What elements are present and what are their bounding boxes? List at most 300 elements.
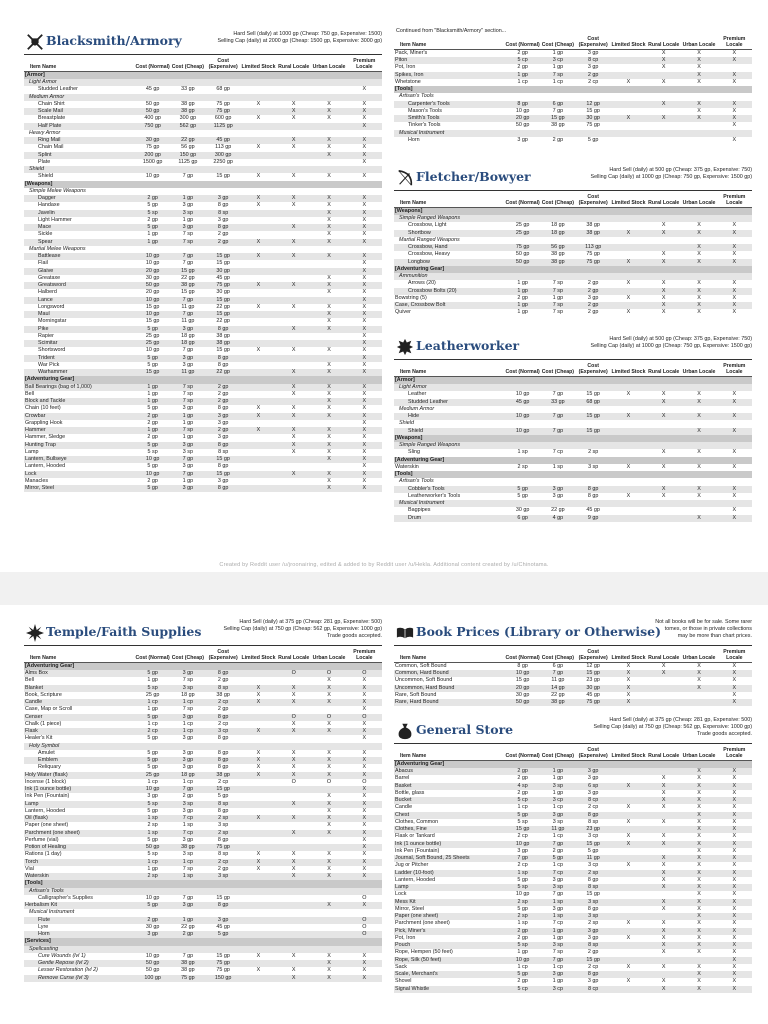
cell: X bbox=[311, 830, 346, 837]
cell: X bbox=[311, 764, 346, 771]
cell: 1 cp bbox=[540, 833, 575, 840]
cell: 10 gp bbox=[505, 670, 540, 677]
cell: 3 gp bbox=[576, 64, 611, 71]
cell: 5 gp bbox=[135, 735, 170, 742]
cell: X bbox=[347, 231, 382, 238]
subcategory-row: Simple Melee Weapons bbox=[24, 188, 382, 195]
column-header: Limited Stock bbox=[241, 58, 276, 71]
cell: X bbox=[646, 464, 681, 471]
cell: 8 cp bbox=[576, 986, 611, 993]
cell: 75 gp bbox=[135, 144, 170, 151]
price-table bbox=[24, 649, 382, 982]
table-row bbox=[24, 173, 382, 180]
cell: 38 gp bbox=[170, 108, 205, 115]
cell: 2 cp bbox=[135, 728, 170, 735]
cell: 1 gp bbox=[135, 427, 170, 434]
cell: X bbox=[347, 859, 382, 866]
cell bbox=[276, 478, 311, 485]
category-row: [Armor] bbox=[24, 71, 382, 79]
cell: 8 gp bbox=[206, 362, 241, 369]
cell: 15 gp bbox=[505, 677, 540, 684]
item-name: Bell bbox=[24, 677, 135, 684]
cell: 25 gp bbox=[135, 772, 170, 779]
table-row bbox=[24, 924, 382, 931]
cell bbox=[311, 297, 346, 304]
section-title: Temple/Faith Supplies bbox=[46, 624, 202, 639]
cell: 3 gp bbox=[540, 493, 575, 500]
section-note: Hard Sell (daily) at 500 gp (Cheap: 375 gp, Expensive: 750) Selling Cap (daily) at 1000 gp (Cheap: 750 gp, Expensive: 1500 gp) bbox=[590, 167, 752, 181]
cell: X bbox=[347, 101, 382, 108]
item-name: Hide bbox=[394, 413, 505, 420]
cell: X bbox=[717, 906, 752, 913]
table-row bbox=[24, 764, 382, 771]
cell: 2 cp bbox=[505, 833, 540, 840]
cell: X bbox=[681, 115, 716, 122]
cell: X bbox=[347, 355, 382, 362]
cell: X bbox=[646, 862, 681, 869]
section-note: Hard Sell (daily) at 500 gp (Cheap: 375 gp, Expensive: 750) Selling Cap (daily) at 1000 gp (Cheap: 750 gp, Expensive: 1500 gp) bbox=[590, 336, 752, 350]
cell: X bbox=[241, 282, 276, 289]
table-row bbox=[24, 152, 382, 159]
cell: X bbox=[646, 64, 681, 71]
crossed-swords-shield-icon bbox=[26, 33, 44, 51]
cell: X bbox=[611, 464, 646, 471]
cell bbox=[611, 222, 646, 229]
cell: 18 gp bbox=[540, 230, 575, 237]
column-header: Cost (Expensive) bbox=[206, 649, 241, 662]
cell: 3 gp bbox=[206, 195, 241, 202]
table-row bbox=[24, 677, 382, 684]
column-header: Cost (Normal) bbox=[135, 649, 170, 662]
cell: X bbox=[681, 662, 716, 670]
cell: X bbox=[347, 152, 382, 159]
cell bbox=[311, 917, 346, 924]
cell: 3 gp bbox=[170, 355, 205, 362]
table-row bbox=[394, 230, 752, 237]
cell: X bbox=[681, 391, 716, 398]
cell bbox=[646, 768, 681, 775]
table-row bbox=[24, 808, 382, 815]
cell bbox=[311, 786, 346, 793]
item-name: Splint bbox=[24, 152, 135, 159]
cell: X bbox=[347, 268, 382, 275]
table-row bbox=[394, 949, 752, 956]
table-row bbox=[24, 282, 382, 289]
cell: 2 cp bbox=[576, 804, 611, 811]
table-row bbox=[24, 333, 382, 340]
table-row bbox=[24, 866, 382, 873]
cell: 3 gp bbox=[540, 877, 575, 884]
cell: 22 gp bbox=[540, 692, 575, 699]
cell: X bbox=[717, 986, 752, 993]
cell: X bbox=[347, 239, 382, 246]
cell: 1 gp bbox=[540, 978, 575, 985]
cell: 8 gp bbox=[206, 808, 241, 815]
cell: X bbox=[717, 493, 752, 500]
cell: 2 sp bbox=[206, 815, 241, 822]
credit-line: Created by Reddit user /u/jroonairing, edited & added to by Reddit user /u/Hekla. Additional content created by /u/Chinotama. bbox=[219, 562, 549, 568]
cell: X bbox=[311, 326, 346, 333]
cell: 18 gp bbox=[170, 692, 205, 699]
cell: 7 sp bbox=[170, 239, 205, 246]
section-note: Hard Sell (daily) at 1000 gp (Cheap: 750 gp, Expensive: 1500) Selling Cap (daily) at 2000 gp (Cheap: 1500 gp, Expensive: 3000 gp) bbox=[217, 31, 382, 45]
cell: 2 sp bbox=[505, 913, 540, 920]
cell: X bbox=[717, 877, 752, 884]
cell: 20 gp bbox=[135, 268, 170, 275]
table-row bbox=[394, 804, 752, 811]
column-header: Premium Locale bbox=[717, 194, 752, 207]
cell: X bbox=[311, 728, 346, 735]
cell: X bbox=[646, 309, 681, 316]
cell: X bbox=[681, 428, 716, 435]
cell: X bbox=[311, 434, 346, 441]
cell: 22 gp bbox=[206, 318, 241, 325]
cell bbox=[311, 268, 346, 275]
table-row bbox=[394, 391, 752, 398]
table-row bbox=[394, 670, 752, 677]
cell: 5 gp bbox=[135, 362, 170, 369]
cell: 3 gp bbox=[576, 978, 611, 985]
cell bbox=[241, 779, 276, 786]
cell: X bbox=[646, 251, 681, 258]
cell: 7 gp bbox=[170, 895, 205, 902]
cell bbox=[241, 362, 276, 369]
cell: X bbox=[241, 699, 276, 706]
cell: 3 gp bbox=[576, 775, 611, 782]
cell: 7 gp bbox=[540, 670, 575, 677]
cell: 1 sp bbox=[505, 870, 540, 877]
cell: X bbox=[347, 851, 382, 858]
cell bbox=[276, 268, 311, 275]
cell: 5 sp bbox=[505, 819, 540, 826]
cell bbox=[276, 210, 311, 217]
cell: O bbox=[311, 779, 346, 786]
cell bbox=[646, 685, 681, 692]
cell: 5 gp bbox=[540, 855, 575, 862]
cell bbox=[646, 848, 681, 855]
cell bbox=[276, 463, 311, 470]
table-row bbox=[24, 144, 382, 151]
cell: 75 gp bbox=[206, 108, 241, 115]
item-name: Hammer bbox=[24, 427, 135, 434]
cell: X bbox=[347, 123, 382, 130]
cell: X bbox=[241, 851, 276, 858]
cell bbox=[646, 677, 681, 684]
cell: 15 gp bbox=[576, 428, 611, 435]
cell: 1 cp bbox=[170, 779, 205, 786]
cell: 1 cp bbox=[540, 804, 575, 811]
table-row bbox=[394, 295, 752, 302]
cell: X bbox=[276, 144, 311, 151]
cell: 8 gp bbox=[576, 493, 611, 500]
table-row bbox=[24, 801, 382, 808]
column-header: Limited Stock bbox=[611, 194, 646, 207]
table-row bbox=[24, 975, 382, 982]
cell: X bbox=[311, 108, 346, 115]
cell: 45 gp bbox=[206, 924, 241, 931]
cell: X bbox=[311, 210, 346, 217]
cell: 50 gp bbox=[135, 844, 170, 851]
subcategory-row: Musical Instrument bbox=[394, 130, 752, 137]
column-header: Urban Locale bbox=[681, 194, 716, 207]
column-header: Rural Locale bbox=[646, 747, 681, 760]
cell: X bbox=[681, 906, 716, 913]
cell: 3 gp bbox=[170, 326, 205, 333]
table-row bbox=[24, 837, 382, 844]
cell: X bbox=[717, 391, 752, 398]
cell: 2 gp bbox=[505, 790, 540, 797]
column-header: Item Name bbox=[394, 363, 505, 376]
cell: X bbox=[347, 275, 382, 282]
cell: X bbox=[347, 822, 382, 829]
cell: 15 gp bbox=[206, 260, 241, 267]
cell: X bbox=[347, 420, 382, 427]
cell: X bbox=[717, 692, 752, 699]
cell: 30 gp bbox=[135, 275, 170, 282]
item-name: Lantern, Hooded bbox=[24, 463, 135, 470]
cell: X bbox=[681, 899, 716, 906]
item-name: Perfume (vial) bbox=[24, 837, 135, 844]
item-name: Greatsword bbox=[24, 282, 135, 289]
cell bbox=[611, 957, 646, 964]
cell: X bbox=[717, 812, 752, 819]
cell bbox=[241, 333, 276, 340]
table-row bbox=[24, 405, 382, 412]
cell: 22 gp bbox=[206, 369, 241, 376]
column-header: Cost (Cheap) bbox=[540, 36, 575, 49]
cell: X bbox=[681, 108, 716, 115]
cell: 15 gp bbox=[206, 786, 241, 793]
cell: X bbox=[347, 311, 382, 318]
item-name: Ink Pen (Fountain) bbox=[394, 848, 505, 855]
cell bbox=[241, 86, 276, 93]
cell: X bbox=[276, 384, 311, 391]
cell: X bbox=[347, 463, 382, 470]
cell: X bbox=[646, 928, 681, 935]
cell: X bbox=[646, 486, 681, 493]
cell: X bbox=[646, 493, 681, 500]
cell: X bbox=[347, 304, 382, 311]
cell: X bbox=[311, 413, 346, 420]
table-row bbox=[24, 297, 382, 304]
cell: X bbox=[347, 837, 382, 844]
table-row bbox=[394, 783, 752, 790]
column-header: Limited Stock bbox=[611, 747, 646, 760]
cell: 75 gp bbox=[206, 101, 241, 108]
cell: 38 gp bbox=[206, 340, 241, 347]
cell bbox=[611, 870, 646, 877]
cell: 5 gp bbox=[135, 355, 170, 362]
cell: 1 cp bbox=[135, 779, 170, 786]
item-name: Quiver bbox=[394, 309, 505, 316]
cell bbox=[241, 231, 276, 238]
item-name: Calligrapher's Supplies bbox=[24, 895, 135, 902]
cell: 3 gp bbox=[576, 49, 611, 57]
cell: X bbox=[311, 115, 346, 122]
cell: 38 gp bbox=[576, 222, 611, 229]
cell: 3 sp bbox=[170, 801, 205, 808]
cell: 1 gp bbox=[170, 434, 205, 441]
item-name: Paper (one sheet) bbox=[24, 822, 135, 829]
cell: X bbox=[681, 677, 716, 684]
item-name: Crowbar bbox=[24, 413, 135, 420]
cell: X bbox=[311, 304, 346, 311]
cell bbox=[276, 420, 311, 427]
item-name: Maul bbox=[24, 311, 135, 318]
cell: 1 gp bbox=[170, 217, 205, 224]
cell: X bbox=[347, 685, 382, 692]
table-row bbox=[394, 49, 752, 57]
column-header: Cost (Expensive) bbox=[576, 36, 611, 49]
cell bbox=[611, 428, 646, 435]
item-name: Arrows (20) bbox=[394, 280, 505, 287]
cell: 8 gp bbox=[576, 877, 611, 884]
item-name: Case, Crossbow Bolt bbox=[394, 302, 505, 309]
cell: X bbox=[311, 152, 346, 159]
cell: 7 gp bbox=[540, 413, 575, 420]
cell bbox=[241, 786, 276, 793]
cell bbox=[241, 830, 276, 837]
cell: 5 gp bbox=[505, 971, 540, 978]
cell: 15 gp bbox=[576, 391, 611, 398]
cell: X bbox=[646, 804, 681, 811]
cell: 75 gp bbox=[170, 975, 205, 982]
cell: 3 sp bbox=[576, 913, 611, 920]
cell: 10 gp bbox=[505, 413, 540, 420]
table-row bbox=[24, 478, 382, 485]
cell: X bbox=[347, 830, 382, 837]
cell: 3 gp bbox=[576, 935, 611, 942]
leatherworker-section bbox=[394, 333, 752, 522]
cell: 2 cp bbox=[206, 779, 241, 786]
page-gap bbox=[0, 572, 768, 605]
cell: X bbox=[681, 949, 716, 956]
cell: 3 gp bbox=[170, 485, 205, 492]
cell: X bbox=[347, 750, 382, 757]
item-name: Mess Kit bbox=[394, 899, 505, 906]
cell: X bbox=[311, 224, 346, 231]
item-name: Mace bbox=[24, 224, 135, 231]
column-header: Cost (Normal) bbox=[505, 649, 540, 662]
cell: X bbox=[276, 253, 311, 260]
cell: 5 gp bbox=[135, 202, 170, 209]
table-row bbox=[24, 815, 382, 822]
item-name: Rope, Hempen (50 feet) bbox=[394, 949, 505, 956]
cell: 38 gp bbox=[540, 251, 575, 258]
cell: 8 gp bbox=[505, 662, 540, 670]
cell: 3 gp bbox=[170, 670, 205, 677]
cell bbox=[646, 957, 681, 964]
cell: 7 sp bbox=[170, 384, 205, 391]
cell: X bbox=[717, 855, 752, 862]
cell: 8 cp bbox=[576, 57, 611, 64]
cell: X bbox=[611, 230, 646, 237]
cell: 2 gp bbox=[576, 309, 611, 316]
cell: 2 gp bbox=[505, 49, 540, 57]
table-row bbox=[24, 670, 382, 677]
item-name: Chain (10 feet) bbox=[24, 405, 135, 412]
item-name: Shield bbox=[24, 173, 135, 180]
item-name: Flute bbox=[24, 917, 135, 924]
cell: X bbox=[717, 288, 752, 295]
cell: 9 gp bbox=[576, 515, 611, 522]
cell: 100 gp bbox=[135, 975, 170, 982]
cell: X bbox=[646, 222, 681, 229]
cell: X bbox=[276, 173, 311, 180]
cell bbox=[241, 384, 276, 391]
cell: 2 gp bbox=[206, 384, 241, 391]
cell: X bbox=[276, 471, 311, 478]
cell: 15 gp bbox=[206, 953, 241, 960]
cell: 1 cp bbox=[135, 699, 170, 706]
table-row bbox=[24, 844, 382, 851]
item-name: Greataxe bbox=[24, 275, 135, 282]
cell: X bbox=[646, 819, 681, 826]
table-row bbox=[24, 115, 382, 122]
cell: X bbox=[611, 935, 646, 942]
cell bbox=[276, 297, 311, 304]
cell: 3 gp bbox=[540, 486, 575, 493]
cell: 8 gp bbox=[206, 764, 241, 771]
item-name: Smith's Tools bbox=[394, 115, 505, 122]
cell bbox=[646, 72, 681, 79]
cell: 23 gp bbox=[576, 677, 611, 684]
cell: X bbox=[241, 347, 276, 354]
cell bbox=[241, 931, 276, 938]
cell: 1 gp bbox=[540, 295, 575, 302]
column-header: Premium Locale bbox=[347, 58, 382, 71]
cell: X bbox=[241, 815, 276, 822]
cell: 2 sp bbox=[576, 920, 611, 927]
cell: 50 gp bbox=[135, 101, 170, 108]
cell: X bbox=[681, 768, 716, 775]
cell: 4 gp bbox=[540, 515, 575, 522]
cell: 12 gp bbox=[576, 101, 611, 108]
table-row bbox=[394, 413, 752, 420]
cell: X bbox=[717, 295, 752, 302]
item-name: Scale Mail bbox=[24, 108, 135, 115]
cell bbox=[241, 318, 276, 325]
cell: X bbox=[347, 772, 382, 779]
cell: 15 gp bbox=[135, 304, 170, 311]
cell: X bbox=[311, 405, 346, 412]
cell: O bbox=[276, 670, 311, 677]
cell: O bbox=[347, 895, 382, 902]
cell: 2 sp bbox=[505, 464, 540, 471]
table-row bbox=[24, 463, 382, 470]
subcategory-row: Artisan's Tools bbox=[394, 478, 752, 485]
item-name: Lesser Restoration (lvl 2) bbox=[24, 967, 135, 974]
column-header: Item Name bbox=[24, 58, 135, 71]
cell: X bbox=[681, 920, 716, 927]
cell: 2 sp bbox=[135, 822, 170, 829]
cell: 38 gp bbox=[170, 960, 205, 967]
cell: 7 sp bbox=[170, 398, 205, 405]
cell: 10 gp bbox=[135, 786, 170, 793]
cell: X bbox=[646, 935, 681, 942]
cell bbox=[241, 442, 276, 449]
cell: X bbox=[681, 413, 716, 420]
cell: X bbox=[681, 486, 716, 493]
cell bbox=[311, 844, 346, 851]
item-name: Hunting Trap bbox=[24, 442, 135, 449]
cell: X bbox=[681, 891, 716, 898]
item-name: Flail bbox=[24, 260, 135, 267]
cell: X bbox=[241, 115, 276, 122]
cell: O bbox=[347, 917, 382, 924]
cell: 1 sp bbox=[135, 830, 170, 837]
item-name: Ring Mail bbox=[24, 137, 135, 144]
